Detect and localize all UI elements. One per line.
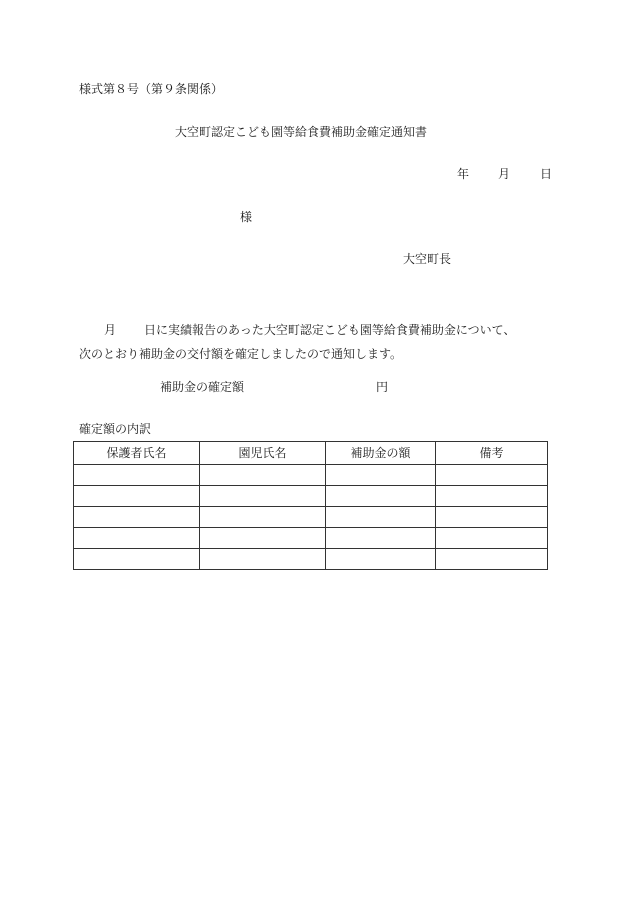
table-cell xyxy=(200,465,326,486)
table-cell xyxy=(74,528,200,549)
body-month-label: 月 xyxy=(104,323,117,337)
table-row xyxy=(74,528,548,549)
table-cell xyxy=(326,549,436,570)
table-cell xyxy=(74,507,200,528)
body-day-label: 日 xyxy=(144,323,157,337)
table-cell xyxy=(74,486,200,507)
table-cell xyxy=(326,507,436,528)
table-cell xyxy=(200,528,326,549)
issuer-name: 大空町長 xyxy=(403,252,452,266)
table-cell xyxy=(326,465,436,486)
breakdown-table xyxy=(73,441,548,570)
header-subsidy-amount: 補助金の額 xyxy=(326,442,436,465)
date-month-label: 月 xyxy=(498,167,511,181)
table-cell xyxy=(436,486,548,507)
table-row xyxy=(74,486,548,507)
header-child-name: 園児氏名 xyxy=(200,442,326,465)
table-cell xyxy=(436,465,548,486)
date-year-label: 年 xyxy=(457,167,470,181)
table-row xyxy=(74,507,548,528)
confirmed-amount-label: 補助金の確定額 xyxy=(160,380,245,394)
form-number: 様式第８号（第９条関係） xyxy=(79,82,224,96)
addressee-suffix: 様 xyxy=(240,210,253,224)
breakdown-title: 確定額の内訳 xyxy=(79,422,152,436)
body-paragraph xyxy=(79,318,554,366)
document-title: 大空町認定こども園等給食費補助金確定通知書 xyxy=(175,125,428,139)
table-cell xyxy=(200,507,326,528)
table-cell xyxy=(436,528,548,549)
header-guardian-name: 保護者氏名 xyxy=(74,442,200,465)
table-cell xyxy=(436,507,548,528)
table-cell xyxy=(200,549,326,570)
table-cell xyxy=(74,549,200,570)
confirmed-amount-unit: 円 xyxy=(376,380,389,394)
table-row xyxy=(74,549,548,570)
table-cell xyxy=(326,486,436,507)
table-cell xyxy=(326,528,436,549)
header-remarks: 備考 xyxy=(436,442,548,465)
table-row xyxy=(74,465,548,486)
table-cell xyxy=(200,486,326,507)
body-line2: 次のとおり補助金の交付額を確定しましたので通知します。 xyxy=(79,347,403,361)
breakdown-header-row xyxy=(74,442,548,465)
table-cell xyxy=(74,465,200,486)
body-line1: に実績報告のあった大空町認定こども園等給食費補助金について、 xyxy=(156,323,516,337)
date-day-label: 日 xyxy=(540,167,553,181)
table-cell xyxy=(436,549,548,570)
